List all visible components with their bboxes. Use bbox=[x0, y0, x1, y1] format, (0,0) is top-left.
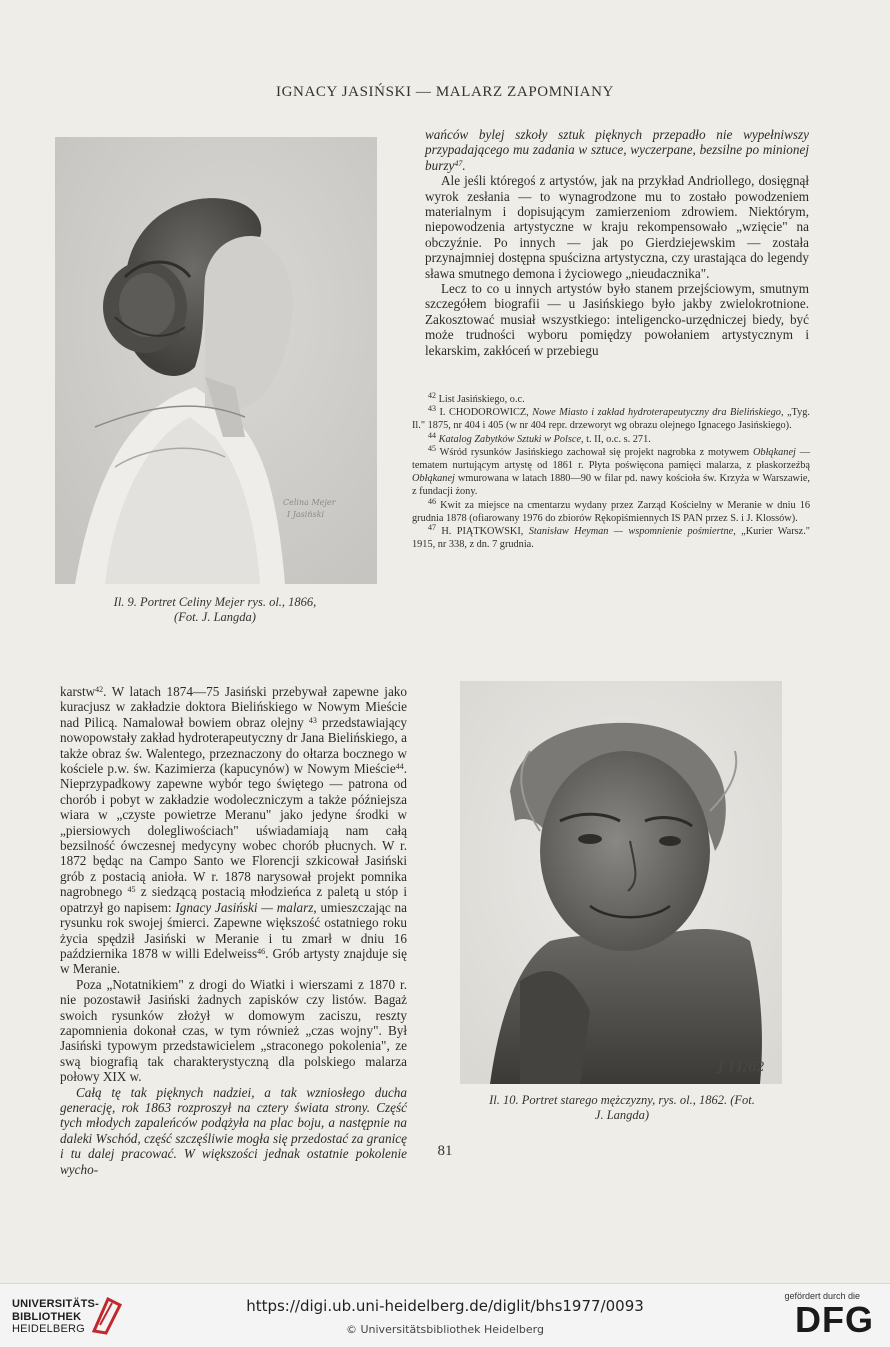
footnote-number: 44 bbox=[428, 430, 436, 440]
text-run: z siedzącą postacią młodzieńca z paletą u stóp i opatrzył go napisem: bbox=[60, 884, 407, 915]
figure2-caption bbox=[452, 1093, 792, 1123]
right-paragraph-1-text: wańców bylej szkoły sztuk pięknych przepadło nie wypełniwszy przypadającego mu zadania w sztuce, wyczerpane, bezsilne po minionej burzy bbox=[425, 127, 809, 173]
footnote-text: wmurowana w latach 1880—90 w filar pd. nawy kościoła św. Krzyża w Warszawie, z fundacji żony. bbox=[412, 473, 810, 498]
footnote-text: , „Tyg. Il." 1875, nr 404 i 405 (w nr 404 repr. drzeworyt wg obrazu olejnego Ignacego Jasińskiego). bbox=[412, 407, 810, 432]
page-number: 81 bbox=[437, 1143, 453, 1159]
text-run: . W latach 1874—75 Jasiński przebywał zapewne jako kuracjusz w zakładzie doktora Bielińskiego w Nowym Mieście nad Pilicą. Namalował bowiem obraz olejny bbox=[60, 684, 407, 730]
right-paragraph-1 bbox=[425, 127, 809, 173]
footnote-title: Stanisław Heyman — wspomnienie pośmiertne bbox=[528, 526, 734, 538]
right-paragraph-3: Lecz to co u innych artystów było stanem przejściowym, smutnym szczegółem biografii — u Jasińskiego było jakby zwielokrotnione. Zakosztować musiał wszystkiego: inteligencko-urzędniczej biedy, być może trudności wyboru pomiędzy powołaniem artystycznym i lekarskim, zakłóceń w przebiegu bbox=[425, 281, 809, 358]
text-run: . Nieprzypadkowy zapewne wybór tego świętego — patrona od chorób i pobyt w zakładzie wodoleczniczym a także późniejsza wiara w „czyste powietrze Meranu" jako jedyne środki w „piersiowych dolegliwościach" uświadamiają nam całą bezsilność ówczesnej medycyny wobec chorób płucnych. W r. 1872 będąc na Campo Santo we Florencji szkicował Jasiński grób z postacią anioła. W r. 1878 narysował projekt pomnika nagrobnego bbox=[60, 761, 407, 900]
library-name-line3: HEIDELBERG bbox=[12, 1323, 85, 1335]
figure2-signature: J 11/62 bbox=[718, 1060, 765, 1075]
figure1-caption-line1: Il. 9. Portret Celiny Mejer rys. ol., 1866, bbox=[113, 595, 317, 609]
text-run: , umieszczając na rysunku rok swojej śmierci. Zapewne większość ostatniego roku życia spędził Jasiński w Meranie i tu zmarł w dniu 16 października 1878 w willi Edelweiss bbox=[60, 899, 407, 961]
library-name-line1: UNIVERSITÄTS- bbox=[12, 1298, 99, 1310]
footnote-text: H. PIĄTKOWSKI, bbox=[441, 526, 529, 538]
portrait-old-man-image bbox=[460, 681, 782, 1084]
footnote-ref-43[interactable]: 43 bbox=[308, 715, 317, 725]
left-paragraph-2: Poza „Notatnikiem" z drogi do Wiatki i wierszami z 1870 r. nie pozostawił Jasiński żadnych zapisków czy listów. Bagaż swoich rysunków złożył w domowym zaciszu, reszty zapomnienia dokonał czas, w tym również „czas wojny". Był Jasiński typowym przedstawicielem „straconego pokolenia", ze swą biografią tak charakterystyczną dla polskiego malarza połowy XIX w. bbox=[60, 976, 407, 1085]
dfg-logo[interactable]: DFG bbox=[795, 1299, 874, 1340]
funded-by-text: gefördert durch die bbox=[784, 1291, 860, 1301]
footnote-ref-45[interactable]: 45 bbox=[127, 885, 136, 895]
text-run: przedstawiający nowopowstały zakład hydroterapeutyczny dr Jana Bielińskiego, a także obraz św. Walentego, przeznaczony do ołtarza bocznego w kościele p.w. św. Kazimierza (kapucynów) w Nowym Mieście bbox=[60, 714, 407, 777]
viewer-footer bbox=[0, 1283, 890, 1347]
left-paragraph-3: Całą tę tak pięknych nadziei, a tak wzniosłego ducha generację, rok 1863 rozproszył na cztery świata strony. Część tych młodych zapaleńców podążyła na plac boju, a następnie na daleki Wschód, część szczęśliwie mogła się przedostać za granicę i tu dalej pracować. W większości jednak ostatnie pokolenie wycho- bbox=[60, 1084, 407, 1177]
copyright-text: © Universitätsbibliothek Heidelberg bbox=[345, 1323, 544, 1336]
footnote-text: I. CHODOROWICZ, bbox=[439, 407, 533, 419]
figure1-signature-line1: Celina Mejer bbox=[283, 498, 336, 507]
footnote-title: Obłąkanej bbox=[412, 473, 455, 485]
footnote-text: — tematem nurtującym artystę od 1861 r. Płyta poświęcona pamięci malarza, z płaskorzeźbą bbox=[412, 446, 810, 472]
footnote-number: 42 bbox=[428, 391, 436, 400]
library-name-line2: BIBLIOTHEK bbox=[12, 1310, 82, 1323]
footnote-number: 47 bbox=[428, 523, 436, 533]
figure2-caption-line1: Il. 10. Portret starego mężczyzny, rys. ol., 1862. (Fot. bbox=[489, 1093, 755, 1107]
right-paragraph-2: Ale jeśli któregoś z artystów, jak na przykład Andriollego, dosięgnął wyrok zesłania — to wynagrodzone mu to zostało powodzeniem materialnym i dopisującym zamierzeniom zdrowiem. Niektórym, niepowodzenia artystyczne w kraju rekompensowało „wzięcie" na obczyźnie. Po innych — jak po Gierdziejewskim — została przynajmniej dostępna spuścizna artystyczna, czy urastająca do legendy sława smutnego demona i życiowego „nieudacznika". bbox=[425, 173, 809, 281]
footnote-text: List Jasińskiego, o.c. bbox=[438, 394, 525, 405]
footnote-ref-46[interactable]: 46 bbox=[257, 946, 266, 956]
left-column-text bbox=[60, 684, 407, 1177]
footnote-number: 43 bbox=[428, 404, 436, 414]
footnote-47 bbox=[412, 525, 810, 551]
text-run: karstw bbox=[60, 684, 96, 699]
footnote-ref-44[interactable]: 44 bbox=[395, 762, 404, 772]
figure1-signature-line2: I Jasiński bbox=[287, 510, 325, 519]
footnote-text: Kwit za miejsce na cmentarzu wydany przez Zarząd Kościelny w Meranie w dniu 16 grudnia 1878 (ofiarowany 1976 do zbiorów Rękopiśmiennych IS PAN przez S. i J. Klossów). bbox=[412, 499, 810, 524]
footnotes bbox=[412, 393, 810, 551]
footnote-title: Obłąkanej bbox=[752, 446, 796, 458]
figure1-caption bbox=[60, 595, 370, 625]
footnote-43 bbox=[412, 406, 810, 432]
portrait-celina-mejer-image bbox=[55, 137, 377, 584]
footnote-ref-42[interactable]: 42 bbox=[95, 685, 104, 694]
inscription-text: Ignacy Jasiński — malarz bbox=[175, 899, 314, 915]
left-paragraph-1 bbox=[60, 684, 407, 977]
footnote-number: 46 bbox=[428, 496, 436, 506]
footnote-ref-47[interactable]: 47 bbox=[454, 158, 463, 168]
footnote-text: Wśród rysunków Jasińskiego zachował się projekt nagrobka z motywem bbox=[439, 446, 753, 458]
footnote-44 bbox=[412, 430, 810, 446]
running-header: IGNACY JASIŃSKI — MALARZ ZAPOMNIANY bbox=[276, 84, 614, 100]
text-run: . Grób artysty znajduje się w Meranie. bbox=[60, 945, 407, 977]
right-paragraph-1-end: . bbox=[462, 157, 466, 173]
footnote-text: , „Kurier Warsz." 1915, nr 338, z dn. 7 grudnia. bbox=[412, 526, 811, 551]
figure1-caption-line2: (Fot. J. Langda) bbox=[174, 610, 256, 624]
footnote-title: Nowe Miasto i zakład hydroterapeutyczny dra Bielińskiego bbox=[532, 407, 781, 419]
footnote-title: Katalog Zabytków Sztuki w Polsce bbox=[438, 433, 582, 445]
figure2-caption-line2: J. Langda) bbox=[594, 1108, 650, 1122]
footnote-number: 45 bbox=[428, 443, 436, 453]
footnote-42 bbox=[412, 393, 810, 406]
right-column-text bbox=[425, 127, 809, 358]
footnote-text: , t. II, o.c. s. 271. bbox=[581, 433, 651, 445]
document-url-link[interactable]: https://digi.ub.uni-heidelberg.de/diglit/bhs1977/0093 bbox=[246, 1297, 644, 1315]
footnote-45 bbox=[412, 443, 810, 499]
footnote-46 bbox=[412, 496, 810, 525]
